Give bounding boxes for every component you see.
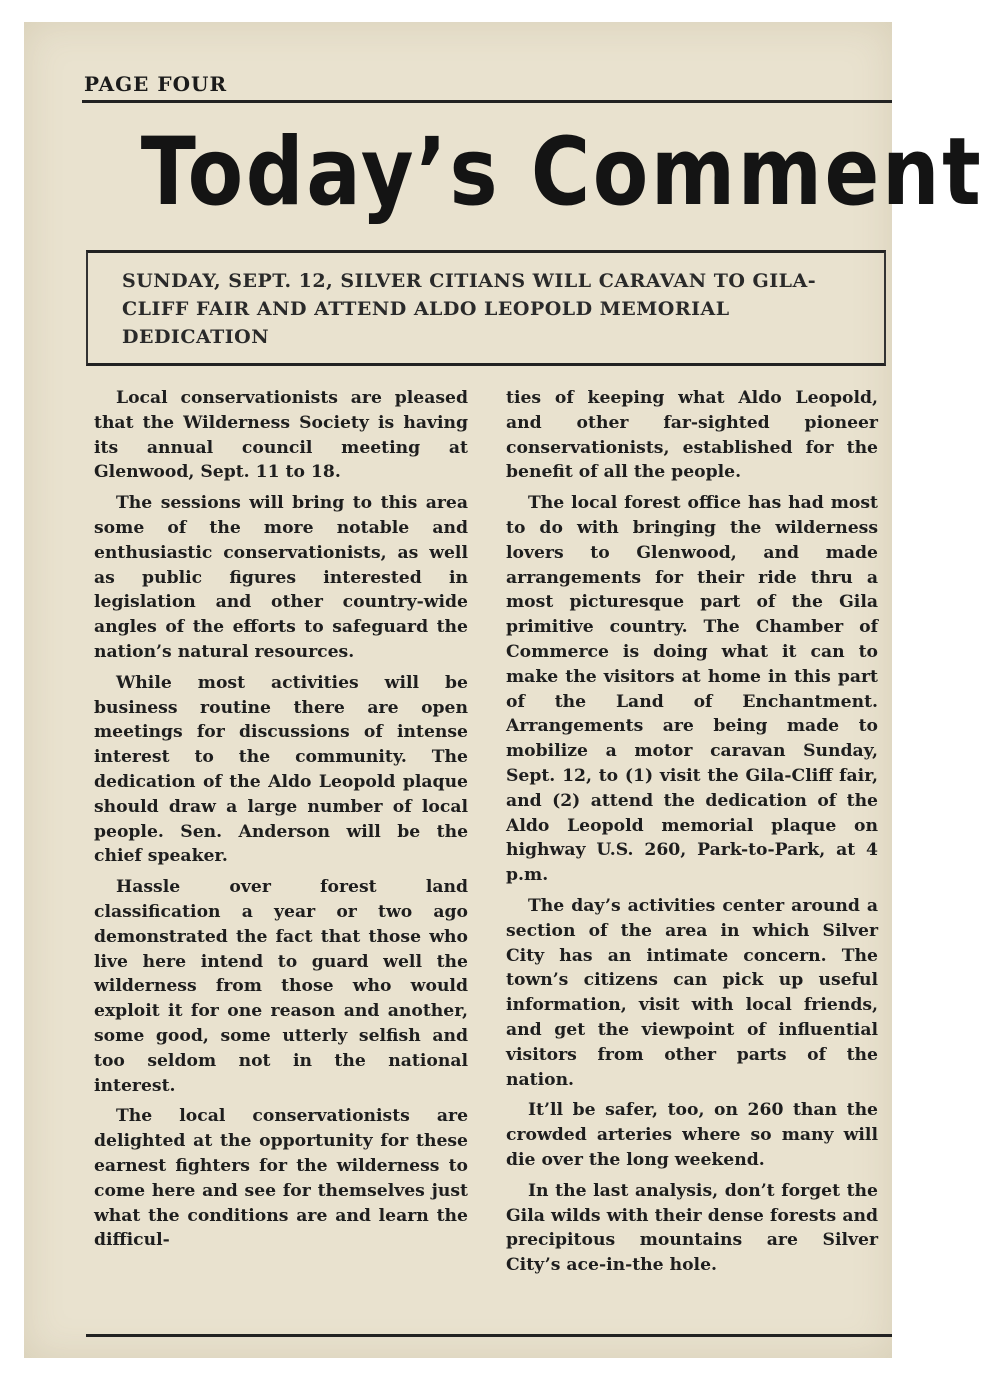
paragraph: The local forest office has had most to do with bringing the wilderness lovers to Glenwood, and made arrangements for their ride thru a most picturesque part of the Gila primitive country. The Chamber of Commerce is doing what it can to make the visitors at home in this part of the Land of Enchantment. Arrangements are being made to mobilize a motor caravan Sunday, Sept. 12, to (1) visit the Gila-Cliff fair, and (2) attend the dedication of the Aldo Leopold memorial plaque on highway U.S. 260, Park-to-Park, at 4 p.m. — [506, 493, 878, 886]
top-rule — [82, 100, 892, 103]
paragraph: While most activities will be business routine there are open meetings for discussions of intense interest to the community. The dedication of the Aldo Leopold plaque should draw a large number of local people. Sen. Anderson will be the chief speaker. — [94, 672, 468, 867]
paragraph: Local conservationists are pleased that the Wilderness Society is having its annual council meeting at Glenwood, Sept. 11 to 18. — [94, 388, 468, 483]
paragraph: Hassle over forest land classification a year or two ago demonstrated the fact that those who live here intend to guard well the wilderness from those who would exploit it for one reason and another, some good, some utterly selfish and too seldom not in the national interest. — [94, 877, 468, 1096]
paragraph: In the last analysis, don’t forget the Gila wilds with their dense forests and precipitous mountains are Silver City’s ace-in-the hole. — [506, 1180, 878, 1276]
subhead-box — [86, 250, 886, 366]
headline: Today’s Comment — [140, 118, 983, 227]
paragraph: The local conservationists are delighted at the opportunity for these earnest fighters for the wilderness to come here and see for themselves just what the conditions are and learn the difficul- — [94, 1106, 468, 1251]
paragraph: ties of keeping what Aldo Leopold, and other far-sighted pioneer conservationists, established for the benefit of all the people. — [506, 388, 878, 483]
column-left — [94, 386, 468, 1259]
page-label: PAGE FOUR — [84, 72, 228, 96]
subhead-text: SUNDAY, SEPT. 12, SILVER CITIANS WILL CARAVAN TO GILA-CLIFF FAIR AND ATTEND ALDO LEOPOLD MEMORIAL DEDICATION — [122, 270, 817, 348]
bottom-rule — [86, 1334, 892, 1337]
paragraph: It’ll be safer, too, on 260 than the crowded arteries where so many will die over the long weekend. — [506, 1100, 878, 1170]
paragraph: The sessions will bring to this area some of the more notable and enthusiastic conservationists, as well as public figures interested in legislation and other country-wide angles of the efforts to safeguard the nation’s natural resources. — [94, 493, 468, 662]
paragraph: The day’s activities center around a section of the area in which Silver City has an intimate concern. The town’s citizens can pick up useful information, visit with local friends, and get the viewpoint of influential visitors from other parts of the nation. — [506, 895, 878, 1090]
column-right — [506, 386, 878, 1284]
newspaper-clipping — [24, 22, 983, 1358]
